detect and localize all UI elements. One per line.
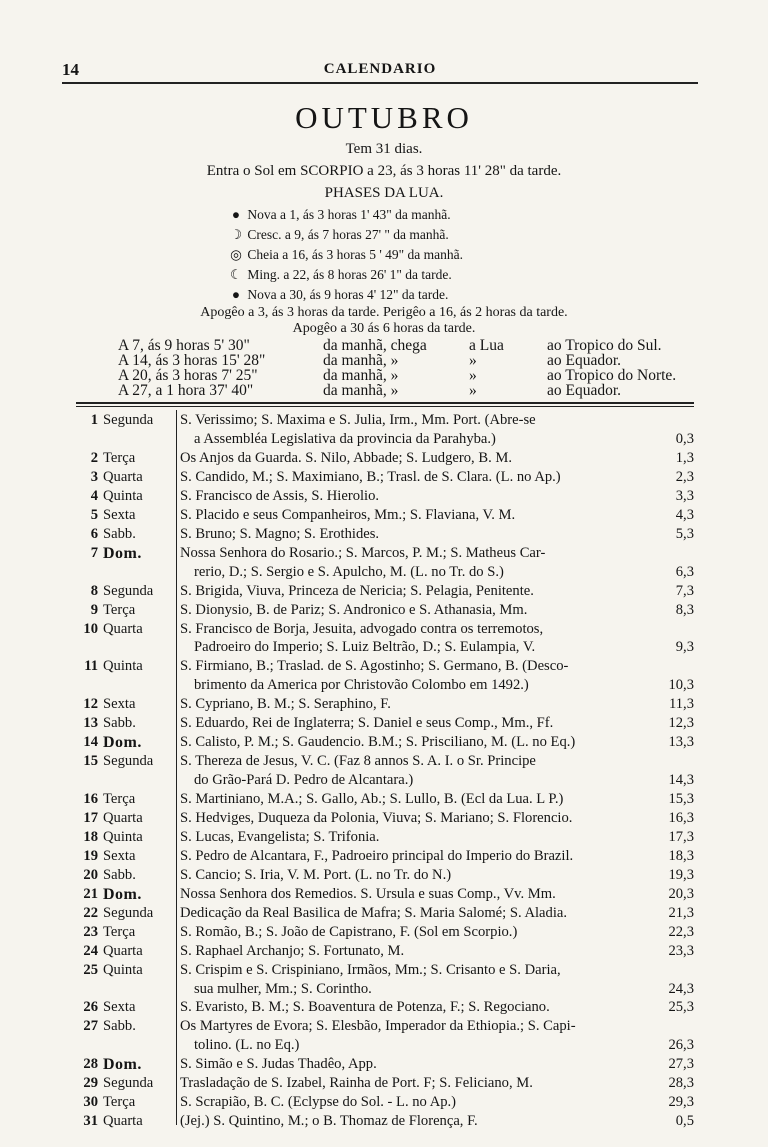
- day-number: 15: [83, 753, 98, 770]
- tide-value: 0,3: [675, 430, 694, 447]
- tide-value: 1,3: [675, 449, 694, 466]
- calendar-row: [76, 999, 694, 1016]
- apogee-line: Apogêo a 30 ás 6 horas da tarde.: [292, 321, 476, 336]
- weekday: Quarta: [103, 942, 143, 959]
- phases-title: PHASES DA LUA.: [324, 185, 444, 201]
- weekday: Sexta: [103, 847, 136, 864]
- solar-row: A 14, ás 3 horas 15' 28" da manhã, » » ao Equador.: [118, 352, 622, 369]
- day-number: 13: [83, 715, 98, 732]
- calendar-row: [76, 1094, 694, 1111]
- day-number: 2: [90, 449, 98, 466]
- day-number: 19: [83, 847, 98, 864]
- tide-value: 10,3: [668, 677, 694, 694]
- saints-text: S. Bruno; S. Magno; S. Erothides.: [180, 525, 380, 542]
- first-quarter-icon: ☽: [229, 227, 243, 242]
- tide-value: 16,3: [668, 810, 694, 826]
- tide-value: 14,3: [668, 772, 694, 788]
- tide-value: 23,3: [668, 942, 694, 959]
- tide-value: 8,3: [675, 601, 694, 618]
- divider: [76, 402, 694, 404]
- weekday: Terça: [103, 923, 136, 940]
- calendar-row: [76, 810, 694, 827]
- saints-text: S. Candido, M.; S. Maximiano, B.; Trasl. de S. Clara. (L. no Ap.): [180, 468, 561, 485]
- calendar-row: [76, 621, 694, 638]
- calendar-row: [76, 829, 694, 846]
- day-number: 7: [90, 544, 98, 561]
- tide-value: 27,3: [668, 1056, 694, 1073]
- weekday: Terça: [103, 449, 136, 466]
- day-number: 22: [83, 904, 98, 921]
- weekday: Sabb.: [103, 525, 136, 542]
- calendar-row: [76, 943, 694, 960]
- divider: [76, 406, 694, 407]
- saints-text: S. Lucas, Evangelista; S. Trifonia.: [180, 828, 380, 845]
- day-number: 12: [83, 696, 98, 713]
- weekday: Sabb.: [103, 1018, 136, 1035]
- weekday: Terça: [103, 601, 136, 618]
- weekday: Sexta: [103, 999, 136, 1016]
- calendar-row: [76, 1018, 694, 1035]
- tide-value: 25,3: [668, 999, 694, 1016]
- day-number: 17: [83, 810, 98, 826]
- weekday: Quarta: [103, 468, 143, 485]
- tide-value: 12,3: [668, 715, 694, 732]
- saints-text: rerio, D.; S. Sergio e S. Apulcho, M. (L. no Tr. do S.): [194, 563, 504, 580]
- saints-text: sua mulher, Mm.; S. Corintho.: [194, 980, 372, 997]
- saints-text: S. Crispim e S. Crispiniano, Irmãos, Mm.; S. Crisanto e S. Daria,: [180, 961, 561, 978]
- saints-text: S. Brigida, Viuva, Princeza de Nericia; S. Pelagia, Penitente.: [180, 582, 534, 599]
- day-number: 26: [83, 999, 98, 1016]
- saints-text: S. Hedviges, Duqueza da Polonia, Viuva; S. Mariano; S. Florencio.: [180, 810, 573, 826]
- day-number: 10: [83, 620, 98, 637]
- saints-text: do Grão-Pará D. Pedro de Alcantara.): [194, 772, 414, 788]
- saints-text: S. Martiniano, M.A.; S. Gallo, Ab.; S. Lullo, B. (Ecl da Lua. L P.): [180, 791, 564, 807]
- new-moon-icon: ●: [231, 287, 241, 302]
- new-moon-icon: ●: [231, 207, 241, 222]
- calendar-row: [76, 583, 694, 600]
- saints-text: S. Cypriano, B. M.; S. Seraphino, F.: [180, 696, 391, 713]
- tide-value: 24,3: [668, 980, 694, 997]
- saints-text: S. Thereza de Jesus, V. C. (Faz 8 annos S. A. I. o Sr. Principe: [180, 753, 536, 770]
- calendar-row: [76, 412, 694, 429]
- day-number: 24: [83, 942, 98, 959]
- day-number: 27: [83, 1018, 98, 1035]
- calendar-row: [76, 1056, 694, 1073]
- calendar-row: [76, 867, 694, 884]
- tide-value: 22,3: [668, 923, 694, 940]
- saints-text: (Jej.) S. Quintino, M.; o B. Thomaz de Florença, F.: [180, 1113, 478, 1130]
- moon-phase-text: Ming. a 22, ás 8 horas 26' 1" da tarde.: [247, 267, 452, 282]
- saints-text: Os Anjos da Guarda. S. Nilo, Abbade; S. Ludgero, B. M.: [180, 449, 512, 466]
- saints-text: Dedicação da Real Basilica de Mafra; S. Maria Salomé; S. Aladia.: [180, 904, 568, 921]
- solar-row: A 20, ás 3 horas 7' 25" da manhã, » » ao Tropico do Norte.: [118, 367, 677, 384]
- day-number: 4: [90, 487, 98, 504]
- running-title: CALENDARIO: [323, 61, 437, 77]
- weekday: Dom.: [103, 1056, 142, 1074]
- saints-text: S. Verissimo; S. Maxima e S. Julia, Irm., Mm. Port. (Abre-se: [180, 412, 536, 428]
- tide-value: 29,3: [668, 1094, 694, 1111]
- tide-value: 17,3: [668, 828, 694, 845]
- weekday: Sexta: [103, 506, 136, 523]
- page-header: [62, 58, 698, 84]
- saints-text: S. Scrapião, B. C. (Eclypse do Sol. - L. no Ap.): [180, 1094, 457, 1111]
- day-number: 18: [83, 828, 98, 845]
- calendar-row: [76, 488, 694, 505]
- moon-phase-row: [228, 227, 449, 243]
- saints-text: Nossa Senhora dos Remedios. S. Ursula e suas Comp., Vv. Mm.: [180, 885, 556, 902]
- saints-text: S. Placido e seus Companheiros, Mm.; S. Flaviana, V. M.: [180, 506, 516, 523]
- weekday: Segunda: [103, 904, 154, 921]
- tide-value: 18,3: [668, 847, 694, 864]
- tide-value: 3,3: [675, 487, 694, 504]
- saints-text: S. Dionysio, B. de Pariz; S. Andronico e S. Athanasia, Mm.: [180, 601, 528, 618]
- moon-phase-row: [228, 207, 451, 223]
- calendar-row: [76, 905, 694, 922]
- full-moon-icon: ◎: [230, 247, 242, 262]
- calendar-row: [76, 602, 694, 619]
- saints-text: Os Martyres de Evora; S. Elesbão, Imperador da Ethiopia.; S. Capi-: [180, 1018, 576, 1035]
- moon-phase-row: [228, 287, 448, 303]
- calendar-row: [76, 753, 694, 770]
- day-number: 3: [90, 468, 98, 485]
- saints-text: S. Cancio; S. Iria, V. M. Port. (L. no Tr. do N.): [180, 866, 452, 883]
- moon-phase-row: [228, 247, 463, 263]
- weekday: Sabb.: [103, 715, 136, 732]
- weekday: Dom.: [103, 885, 142, 903]
- weekday: Sexta: [103, 696, 136, 713]
- calendar-row: [76, 924, 694, 941]
- solar-row: A 7, ás 9 horas 5' 30" da manhã, chega a Lua ao Tropico do Sul.: [118, 337, 662, 354]
- saints-text: Padroeiro do Imperio; S. Luiz Beltrão, D.; S. Eulampia, V.: [194, 639, 536, 656]
- saints-text: S. Eduardo, Rei de Inglaterra; S. Daniel e seus Comp., Mm., Ff.: [180, 715, 554, 732]
- day-number: 14: [83, 734, 98, 751]
- weekday: Segunda: [103, 412, 154, 428]
- day-number: 28: [83, 1056, 98, 1073]
- calendar-row: [76, 469, 694, 486]
- calendar-row: [76, 1075, 694, 1092]
- tide-value: 13,3: [668, 734, 694, 751]
- days-count: Tem 31 dias.: [345, 141, 423, 157]
- calendar-row-continuation: [76, 1037, 694, 1054]
- last-quarter-icon: ☾: [229, 267, 243, 282]
- day-number: 1: [90, 412, 98, 428]
- tide-value: 4,3: [675, 506, 694, 523]
- day-number: 5: [90, 506, 98, 523]
- saints-text: S. Firmiano, B.; Traslad. de S. Agostinho; S. Germano, B. (Desco-: [180, 658, 569, 675]
- day-number: 31: [83, 1113, 98, 1130]
- saints-text: S. Romão, B.; S. João de Capistrano, F. (Sol em Scorpio.): [180, 923, 518, 940]
- weekday: Terça: [103, 1094, 136, 1111]
- calendar-row: [76, 734, 694, 751]
- weekday: Segunda: [103, 1075, 154, 1092]
- solar-row: A 27, a 1 hora 37' 40" da manhã, » » ao Equador.: [118, 382, 622, 399]
- saints-text: Nossa Senhora do Rosario.; S. Marcos, P. M.; S. Matheus Car-: [180, 544, 546, 561]
- calendar-row-continuation: [76, 772, 694, 789]
- day-number: 6: [90, 525, 98, 542]
- calendar-row: [76, 886, 694, 903]
- tide-value: 19,3: [668, 866, 694, 883]
- weekday: Segunda: [103, 582, 154, 599]
- calendar-row-continuation: [76, 639, 694, 656]
- moon-phase-text: Cheia a 16, ás 3 horas 5 ' 49" da manhã.: [247, 247, 464, 262]
- calendar-row-continuation: [76, 564, 694, 581]
- tide-value: 7,3: [675, 582, 694, 599]
- tide-value: 21,3: [668, 904, 694, 921]
- weekday: Dom.: [103, 544, 142, 562]
- calendar-row: [76, 715, 694, 732]
- day-number: 25: [83, 961, 98, 978]
- weekday: Terça: [103, 791, 136, 807]
- calendar-row: [76, 791, 694, 808]
- saints-text: S. Calisto, P. M.; S. Gaudencio. B.M.; S. Prisciliano, M. (L. no Eq.): [180, 734, 576, 751]
- tide-value: 11,3: [669, 696, 694, 713]
- calendar-row-continuation: [76, 677, 694, 694]
- calendar-row: [76, 962, 694, 979]
- page-number: 14: [62, 60, 79, 79]
- apogee-line: Apogêo a 3, ás 3 horas da tarde. Perigêo a 16, ás 2 horas da tarde.: [200, 305, 568, 320]
- saints-text: S. Evaristo, B. M.; S. Boaventura de Potenza, F.; S. Regociano.: [180, 999, 550, 1016]
- weekday: Quinta: [103, 961, 143, 978]
- moon-phase-text: Cresc. a 9, ás 7 horas 27' " da manhã.: [247, 227, 449, 242]
- calendar-row: [76, 450, 694, 467]
- month-title: OUTUBRO: [295, 100, 473, 135]
- calendar-row: [76, 526, 694, 543]
- moon-phase-row: [228, 267, 452, 283]
- saints-text: S. Francisco de Borja, Jesuita, advogado contra os terremotos,: [180, 620, 544, 637]
- saints-text: S. Simão e S. Judas Thadêo, App.: [180, 1056, 377, 1073]
- weekday: Quinta: [103, 658, 143, 675]
- calendar-row: [76, 696, 694, 713]
- tide-value: 26,3: [668, 1037, 694, 1054]
- weekday: Quarta: [103, 1113, 143, 1130]
- day-number: 30: [83, 1094, 98, 1111]
- day-number: 8: [90, 582, 98, 599]
- saints-text: tolino. (L. no Eq.): [194, 1037, 300, 1054]
- day-number: 29: [83, 1075, 98, 1092]
- calendar-row: [76, 545, 694, 562]
- saints-text: a Assembléa Legislativa da provincia da Parahyba.): [194, 430, 496, 447]
- saints-text: S. Francisco de Assis, S. Hierolio.: [180, 487, 380, 504]
- day-number: 9: [90, 601, 98, 618]
- calendar-row-continuation: [76, 981, 694, 998]
- day-number: 20: [83, 866, 98, 883]
- weekday: Quarta: [103, 810, 143, 826]
- sun-entry: Entra o Sol em SCORPIO a 23, ás 3 horas 11' 28" da tarde.: [206, 163, 562, 179]
- day-number: 21: [83, 885, 98, 902]
- saints-text: S. Raphael Archanjo; S. Fortunato, M.: [180, 942, 405, 959]
- calendar-row: [76, 658, 694, 675]
- weekday: Quarta: [103, 620, 143, 637]
- calendar-row: [76, 1113, 694, 1130]
- tide-value: 0,5: [675, 1113, 694, 1130]
- saints-text: S. Pedro de Alcantara, F., Padroeiro principal do Imperio do Brazil.: [180, 847, 574, 864]
- saints-text: brimento da America por Christovão Colombo em 1492.): [194, 677, 529, 694]
- tide-value: 2,3: [675, 468, 694, 485]
- tide-value: 6,3: [675, 563, 694, 580]
- calendar-row-continuation: [76, 431, 694, 448]
- weekday: Quinta: [103, 828, 143, 845]
- weekday: Segunda: [103, 753, 154, 770]
- calendar-row: [76, 507, 694, 524]
- tide-value: 9,3: [675, 639, 694, 656]
- tide-value: 28,3: [668, 1075, 694, 1092]
- moon-phase-text: Nova a 1, ás 3 horas 1' 43" da manhã.: [247, 207, 451, 222]
- day-number: 23: [83, 923, 98, 940]
- weekday: Quinta: [103, 487, 143, 504]
- day-number: 11: [84, 658, 98, 675]
- weekday: Sabb.: [103, 866, 136, 883]
- tide-value: 20,3: [668, 885, 694, 902]
- tide-value: 5,3: [675, 525, 694, 542]
- saints-text: Trasladação de S. Izabel, Rainha de Port. F; S. Feliciano, M.: [180, 1075, 533, 1092]
- tide-value: 15,3: [668, 791, 694, 807]
- day-number: 16: [83, 791, 98, 807]
- weekday: Dom.: [103, 734, 142, 752]
- moon-phase-text: Nova a 30, ás 9 horas 4' 12" da tarde.: [247, 287, 449, 302]
- calendar-row: [76, 848, 694, 865]
